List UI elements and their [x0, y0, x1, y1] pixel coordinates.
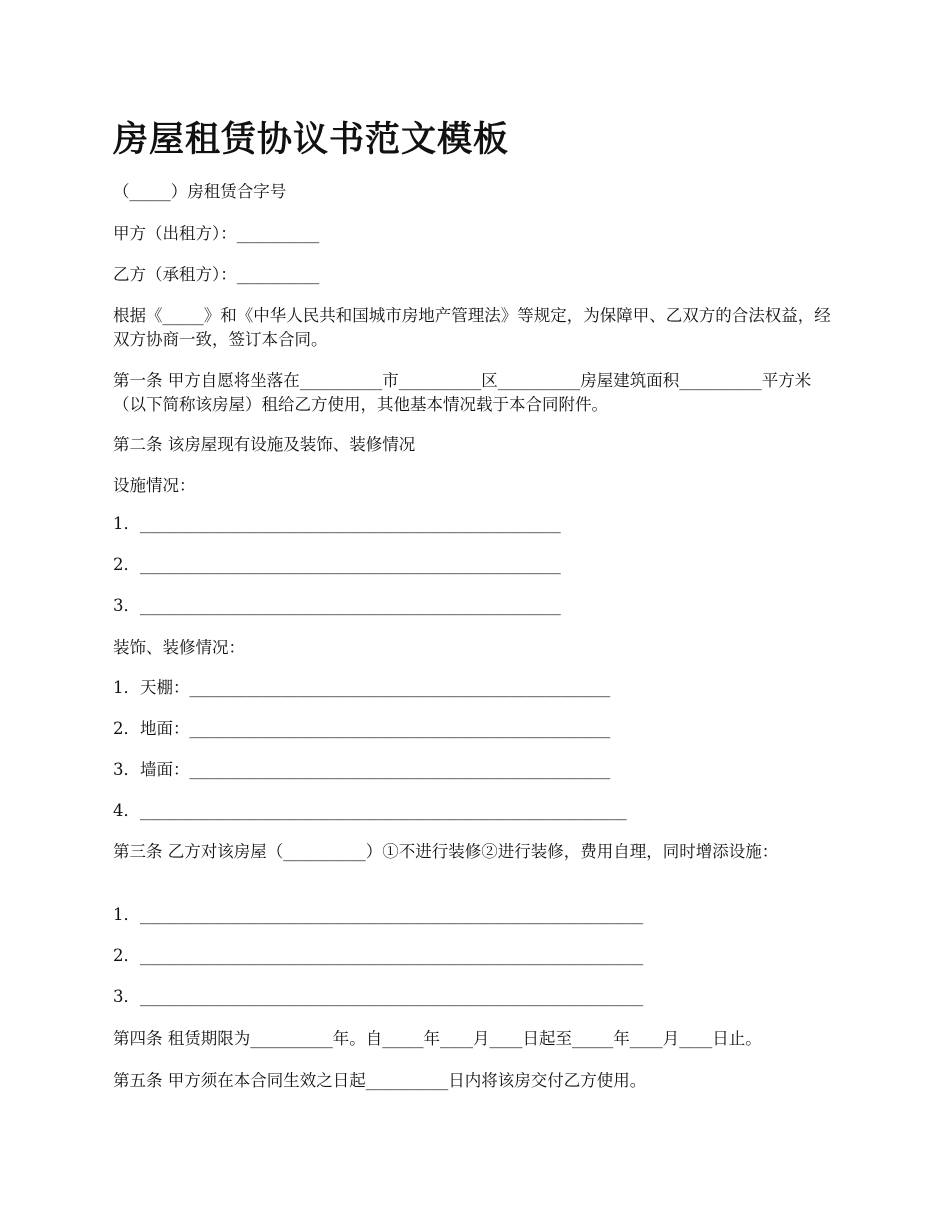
facility-item-3: 3．___________________________________________________	[113, 596, 561, 615]
added-facility-item-2: 2．_____________________________________________________________	[113, 946, 644, 965]
facility-item-1: 1．___________________________________________________	[113, 514, 561, 533]
decoration-heading: 装饰、装修情况：	[113, 638, 245, 657]
document-title: 房屋租赁协议书范文模板	[113, 119, 510, 160]
party-b-line: 乙方（承租方）：__________	[113, 265, 320, 284]
party-a-line: 甲方（出租方）：__________	[113, 224, 320, 243]
decoration-wall: 3．墙面：___________________________________________________	[113, 760, 611, 779]
article-3-paragraph: 第三条 乙方对该房屋（__________）①不进行装修②进行装修，费用自理，同时增添设施：	[113, 842, 779, 861]
facilities-heading: 设施情况：	[113, 476, 196, 495]
added-facility-item-1: 1．_____________________________________________________________	[113, 905, 644, 924]
decoration-floor: 2．地面：___________________________________________________	[113, 719, 611, 738]
article-5-paragraph: 第五条 甲方须在本合同生效之日起__________日内将该房交付乙方使用。	[113, 1071, 647, 1090]
decoration-item-4: 4．___________________________________________________________	[113, 801, 627, 820]
decoration-ceiling: 1．天棚：___________________________________________________	[113, 678, 611, 697]
contract-number-line: （_____）房租赁合字号	[113, 182, 287, 201]
preamble-paragraph: 根据《_____》和《中华人民共和国城市房地产管理法》等规定，为保障甲、乙双方的合法权益，经双方协商一致，签订本合同。	[113, 306, 831, 349]
facility-item-2: 2．___________________________________________________	[113, 555, 561, 574]
article-4-paragraph: 第四条 租赁期限为__________年。自_____年____月____日起至_____年____月____日止。	[113, 1029, 762, 1048]
added-facility-item-3: 3．_____________________________________________________________	[113, 987, 644, 1006]
article-2-heading: 第二条 该房屋现有设施及装饰、装修情况	[113, 435, 416, 454]
article-1-paragraph: 第一条 甲方自愿将坐落在__________市__________区__________房屋建筑面积__________平方米（以下简称该房屋）租给乙方使用，其他基本情况载于本合同附件。	[113, 371, 812, 414]
